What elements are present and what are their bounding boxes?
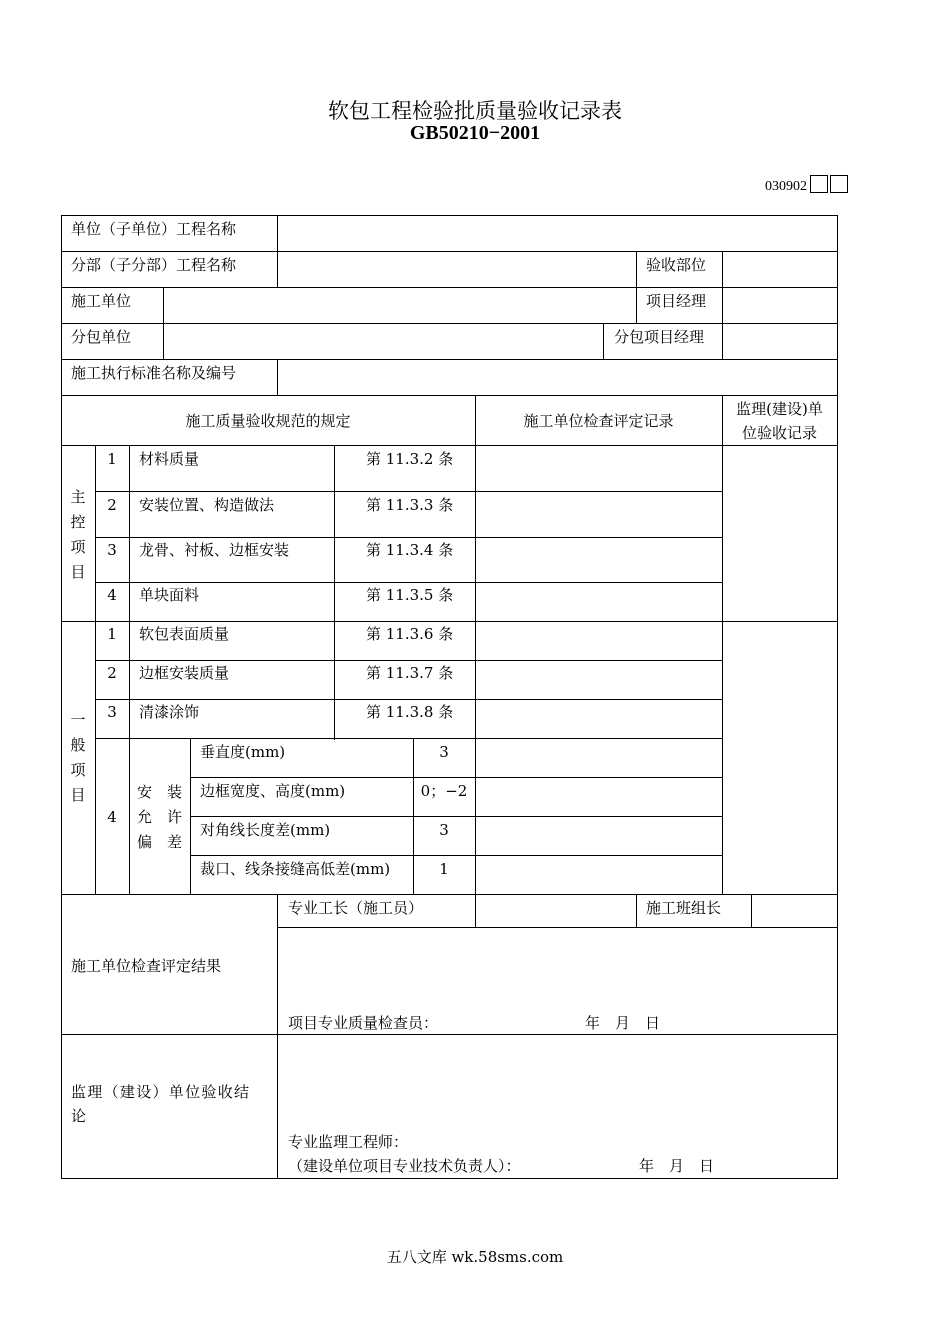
form-title: 软包工程检验批质量验收记录表 <box>328 99 622 123</box>
check-record-column-header: 施工单位检查评定记录 <box>523 412 674 430</box>
deviation-value: 0；−2 <box>420 782 468 800</box>
construction-unit-label: 施工单位 <box>71 292 132 310</box>
conclusion-label-line1: 监理（建设）单位验收结 <box>71 1083 251 1101</box>
deviation-value: 3 <box>439 743 449 761</box>
item-clause: 第 11.3.4 条 <box>366 541 454 559</box>
general-char: 一 <box>70 711 86 729</box>
deviation-label-line: 允 许 <box>136 808 182 826</box>
project-manager-label: 项目经理 <box>646 292 707 310</box>
deviation-label-line: 偏 差 <box>136 833 182 851</box>
deviation-name: 垂直度(mm) <box>200 743 286 761</box>
general-char: 项 <box>70 761 86 779</box>
result-date: 年 月 日 <box>585 1014 661 1032</box>
item-clause: 第 11.3.2 条 <box>366 450 454 468</box>
acceptance-part-label: 验收部位 <box>646 256 707 274</box>
deviation-name: 裁口、线条接缝高低差(mm) <box>200 860 391 878</box>
deviation-label-line: 安 装 <box>136 783 182 801</box>
result-label: 施工单位检查评定结果 <box>71 957 222 975</box>
code-box-1[interactable] <box>810 175 828 193</box>
standard-label: 施工执行标准名称及编号 <box>71 364 237 382</box>
item-number: 1 <box>107 625 117 643</box>
supervision-column-header-line1: 监理(建设)单 <box>736 400 823 418</box>
inspector-label: 项目专业质量检查员： <box>288 1014 439 1032</box>
item-name: 龙骨、衬板、边框安装 <box>139 541 290 559</box>
unit-project-name-label: 单位（子单位）工程名称 <box>71 220 237 238</box>
main-control-char: 项 <box>70 538 86 556</box>
item-number: 4 <box>107 586 117 604</box>
item-number: 1 <box>107 450 117 468</box>
main-control-char: 目 <box>70 563 86 581</box>
item-number: 2 <box>107 664 117 682</box>
item-clause: 第 11.3.5 条 <box>366 586 454 604</box>
item-number: 3 <box>107 703 117 721</box>
general-char: 般 <box>70 736 86 754</box>
foreman-label: 专业工长（施工员） <box>288 899 424 917</box>
spec-column-header: 施工质量验收规范的规定 <box>185 412 351 430</box>
general-char: 目 <box>70 786 86 804</box>
conclusion-label-line2: 论 <box>71 1107 87 1125</box>
item-clause: 第 11.3.8 条 <box>366 703 454 721</box>
team-leader-label: 施工班组长 <box>646 899 722 917</box>
owner-label: （建设单位项目专业技术负责人）： <box>288 1157 521 1175</box>
item-name: 清漆涂饰 <box>139 703 200 721</box>
sub-project-name-label: 分部（子分部）工程名称 <box>71 256 237 274</box>
code-box-2[interactable] <box>830 175 848 193</box>
deviation-name: 对角线长度差(mm) <box>200 821 331 839</box>
form-code-number: 030902 <box>765 179 807 194</box>
deviation-value: 1 <box>439 860 449 878</box>
footer-watermark: 五八文库 wk.58sms.com <box>386 1248 564 1266</box>
main-control-char: 主 <box>70 488 86 506</box>
engineer-label: 专业监理工程师： <box>288 1133 409 1151</box>
item-clause: 第 11.3.7 条 <box>366 664 454 682</box>
deviation-value: 3 <box>439 821 449 839</box>
item-name: 材料质量 <box>139 450 200 468</box>
item-clause: 第 11.3.6 条 <box>366 625 454 643</box>
item-name: 安装位置、构造做法 <box>139 496 275 514</box>
subcontract-manager-label: 分包项目经理 <box>614 328 705 346</box>
form-standard: GB50210−2001 <box>409 122 541 144</box>
item-name: 软包表面质量 <box>139 625 230 643</box>
deviation-name: 边框宽度、高度(mm) <box>200 782 346 800</box>
item-name: 单块面料 <box>139 586 200 604</box>
subcontract-unit-label: 分包单位 <box>71 328 132 346</box>
form-code <box>765 175 848 195</box>
conclusion-date: 年 月 日 <box>639 1157 715 1175</box>
item-number: 3 <box>107 541 117 559</box>
item-number: 2 <box>107 496 117 514</box>
supervision-column-header-line2: 位验收记录 <box>741 424 817 442</box>
main-control-char: 控 <box>70 513 86 531</box>
item-clause: 第 11.3.3 条 <box>366 496 454 514</box>
deviation-item-number: 4 <box>107 808 117 826</box>
item-name: 边框安装质量 <box>139 664 230 682</box>
